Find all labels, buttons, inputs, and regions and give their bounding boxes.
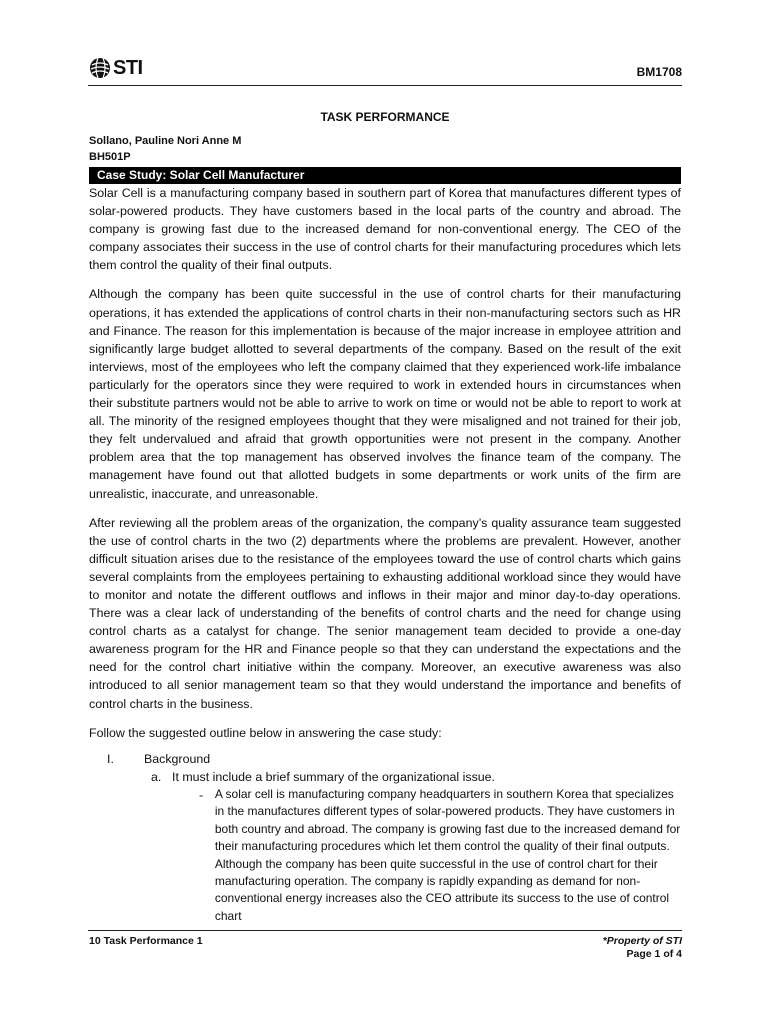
- author-name: Sollano, Pauline Nori Anne M: [89, 135, 242, 147]
- footer-divider: [88, 930, 682, 931]
- paragraph-1: Solar Cell is a manufacturing company based in southern part of Korea that manufactures different types of solar-powered products. They have customers based in the local parts of the country and abroad. The company is growing fast due to the increased demand for non-conventional energy. The CEO of the company associates their success in the use of control charts for their manufacturing procedures which lets them control the quality of their final outputs.: [89, 186, 681, 273]
- outline-numeral: I.: [107, 751, 114, 766]
- document-body: [89, 110, 681, 925]
- page-header: [88, 56, 682, 82]
- document-title: TASK PERFORMANCE: [320, 110, 450, 124]
- paragraph-3: After reviewing all the problem areas of the organization, the company’s quality assurance team suggested the use of control charts in the two (2) departments where the problems are prevalent. However, another difficult situation arises due to the resistance of the employees toward the use of control charts which gains several complaints from the employees pertaining to exhausting additional workload since they would have to monitor and notate the different outflows and inflows in their major and minor day-to-day operations. There was a clear lack of understanding of the benefits of control charts and the need for change using control charts as a catalyst for change. The senior management team decided to provide a one-day awareness program for the HR and Finance people so that they can understand the expectations and the need for the control chart initiative within the company. Moreover, an executive awareness was also introduced to all senior management team so that they would understand the importance and benefits of control charts in the business.: [89, 515, 681, 711]
- outline-subitem-a: [151, 768, 681, 786]
- logo-wordmark: STI: [113, 56, 143, 79]
- sti-globe-icon: [88, 56, 112, 80]
- paragraph-2: Although the company has been quite successful in the use of control charts for their manufacturing operations, it has extended the applications of control charts in their non-manufacturing sectors such as HR and Finance. The reason for this implementation is because of the major increase in employee attrition and significantly large budget allotted to several departments of the company. Based on the result of the exit interviews, most of the employees who left the company claimed that they experienced work-life imbalance particularly for the operators since they were required to work in extended hours in circumstances when their substitute partners would not be able to arrive to work on time or would not be able to report to work at all. The minority of the resigned employees thought that they were misaligned and not trained for their job, they felt undervalued and afraid that growth opportunities were not present in the company. Another problem area that the top management has observed involves the finance team of the company. The management have found out that allotted budgets in some departments or work units of the firm are unrealistic, inaccurate, and unreasonable.: [89, 287, 681, 501]
- footer-right: [603, 935, 682, 961]
- header-divider: [88, 85, 682, 86]
- case-study-heading: Case Study: Solar Cell Manufacturer: [89, 167, 681, 184]
- paragraph-4: Follow the suggested outline below in answering the case study:: [89, 725, 442, 740]
- outline-letter: a.: [151, 769, 162, 784]
- footer-property: *Property of STI: [602, 935, 682, 947]
- answer-block: [199, 786, 681, 925]
- answer-bullet: -: [199, 787, 204, 802]
- sti-logo: [88, 56, 143, 80]
- outline-item-background: [89, 750, 681, 768]
- outline-list: [89, 750, 681, 925]
- outline-subitem-text: It must include a brief summary of the organizational issue.: [172, 769, 495, 784]
- page-number: Page 1 of 4: [626, 948, 682, 960]
- document-code: BM1708: [636, 65, 682, 79]
- outline-label: Background: [144, 751, 211, 766]
- section-code: BH501P: [89, 151, 131, 163]
- answer-text: A solar cell is manufacturing company headquarters in southern Korea that specializes in the manufactures different types of solar-powered products. They have customers in both country and abroad. The company is growing fast due to the increased demand for their manufacturing procedures which let them control the quality of their final outputs. Although the company has been quite successful in the use of control chart for their manufacturing operation. The company is rapidly expanding as demand for non-conventional energy increases also the CEO attribute its success to the use of control chart: [214, 786, 681, 923]
- footer-course: 10 Task Performance 1: [89, 935, 203, 947]
